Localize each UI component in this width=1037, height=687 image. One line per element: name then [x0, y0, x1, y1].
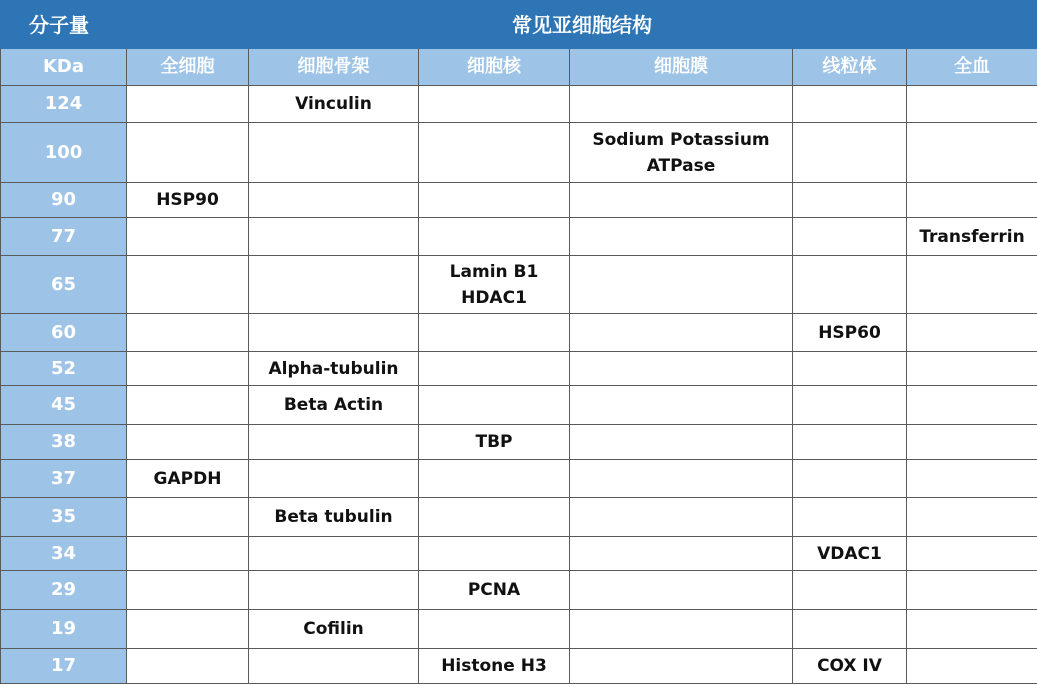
cell-membrane — [570, 537, 793, 571]
title-row — [1, 1, 1037, 49]
cell-whole-blood — [907, 460, 1037, 498]
marker-label: HDAC1 — [461, 287, 527, 308]
cell-mitochondria — [793, 571, 907, 610]
cell-mitochondria — [793, 386, 907, 425]
column-header-nucleus: 细胞核 — [419, 49, 570, 86]
table-row — [1, 256, 1037, 314]
cell-whole-cell — [127, 649, 249, 684]
cell-mitochondria — [793, 123, 907, 183]
table-row — [1, 498, 1037, 537]
marker-label: VDAC1 — [817, 543, 882, 564]
marker-label: Histone H3 — [441, 656, 547, 676]
marker-label: PCNA — [467, 580, 521, 600]
marker-label: Beta Actin — [283, 395, 384, 415]
table-row — [1, 352, 1037, 386]
cell-membrane — [570, 123, 793, 183]
marker-label: HSP90 — [156, 190, 219, 210]
column-header-whole-cell: 全细胞 — [127, 49, 249, 86]
cell-whole-blood — [907, 256, 1037, 314]
cell-nucleus — [419, 256, 570, 314]
cell-whole-cell — [127, 425, 249, 460]
cell-nucleus — [419, 571, 570, 610]
cell-nucleus — [419, 498, 570, 537]
cell-whole-cell — [127, 460, 249, 498]
table-row — [1, 610, 1037, 649]
kda-cell: 19 — [1, 610, 127, 649]
table-row — [1, 386, 1037, 425]
table-row — [1, 218, 1037, 256]
cell-whole-cell — [127, 314, 249, 352]
kda-cell: 37 — [1, 460, 127, 498]
cell-whole-cell — [127, 86, 249, 123]
cell-mitochondria — [793, 314, 907, 352]
cell-nucleus — [419, 649, 570, 684]
column-header-mitochondria: 线粒体 — [793, 49, 907, 86]
cell-cytoskeleton — [249, 571, 419, 610]
kda-cell: 52 — [1, 352, 127, 386]
marker-label: Alpha-tubulin — [268, 358, 399, 379]
cell-cytoskeleton — [249, 256, 419, 314]
cell-whole-cell — [127, 352, 249, 386]
cell-whole-cell — [127, 537, 249, 571]
cell-cytoskeleton — [249, 649, 419, 684]
cell-membrane — [570, 256, 793, 314]
cell-cytoskeleton — [249, 537, 419, 571]
marker-label: COX IV — [817, 656, 882, 676]
cell-membrane — [570, 86, 793, 123]
cell-nucleus — [419, 460, 570, 498]
cell-whole-blood — [907, 218, 1037, 256]
cell-membrane — [570, 649, 793, 684]
cell-whole-blood — [907, 352, 1037, 386]
table-body — [1, 86, 1037, 684]
cell-membrane — [570, 183, 793, 218]
cell-membrane — [570, 314, 793, 352]
table-row — [1, 86, 1037, 123]
cell-membrane — [570, 498, 793, 537]
cell-whole-cell — [127, 498, 249, 537]
cell-whole-blood — [907, 123, 1037, 183]
cell-cytoskeleton — [249, 183, 419, 218]
kda-cell: 90 — [1, 183, 127, 218]
marker-label: Lamin B1 — [449, 261, 539, 282]
cell-cytoskeleton — [249, 460, 419, 498]
cell-mitochondria — [793, 425, 907, 460]
cell-membrane — [570, 425, 793, 460]
kda-cell: 60 — [1, 314, 127, 352]
cell-whole-blood — [907, 314, 1037, 352]
cell-membrane — [570, 610, 793, 649]
table-row — [1, 183, 1037, 218]
cell-whole-blood — [907, 571, 1037, 610]
kda-cell: 124 — [1, 86, 127, 123]
marker-label: Cofilin — [303, 619, 364, 639]
cell-mitochondria — [793, 218, 907, 256]
cell-cytoskeleton — [249, 386, 419, 425]
table-row — [1, 314, 1037, 352]
cell-whole-cell — [127, 218, 249, 256]
cell-mitochondria — [793, 183, 907, 218]
marker-label: Vinculin — [295, 94, 372, 114]
cell-cytoskeleton — [249, 425, 419, 460]
cell-membrane — [570, 386, 793, 425]
column-header-cytoskeleton: 细胞骨架 — [249, 49, 419, 86]
cell-whole-cell — [127, 386, 249, 425]
kda-cell: 38 — [1, 425, 127, 460]
table-row — [1, 537, 1037, 571]
marker-label: GAPDH — [153, 468, 222, 489]
cell-mitochondria — [793, 460, 907, 498]
table-row — [1, 123, 1037, 183]
subcellular-structure-title: 常见亚细胞结构 — [127, 1, 1037, 49]
cell-cytoskeleton — [249, 218, 419, 256]
column-header-membrane: 细胞膜 — [570, 49, 793, 86]
table-row — [1, 425, 1037, 460]
marker-label: Transferrin — [919, 226, 1025, 247]
cell-mitochondria — [793, 256, 907, 314]
cell-cytoskeleton — [249, 498, 419, 537]
cell-whole-blood — [907, 649, 1037, 684]
cell-nucleus — [419, 218, 570, 256]
cell-nucleus — [419, 352, 570, 386]
cell-cytoskeleton — [249, 610, 419, 649]
kda-cell: 35 — [1, 498, 127, 537]
cell-membrane — [570, 460, 793, 498]
cell-whole-cell — [127, 571, 249, 610]
marker-label: HSP60 — [818, 322, 881, 343]
cell-whole-blood — [907, 386, 1037, 425]
column-header-kda: KDa — [1, 49, 127, 86]
cell-whole-blood — [907, 183, 1037, 218]
cell-nucleus — [419, 386, 570, 425]
cell-cytoskeleton — [249, 123, 419, 183]
cell-nucleus — [419, 183, 570, 218]
kda-cell: 29 — [1, 571, 127, 610]
cell-whole-blood — [907, 86, 1037, 123]
kda-cell: 65 — [1, 256, 127, 314]
cell-whole-cell — [127, 123, 249, 183]
cell-nucleus — [419, 314, 570, 352]
cell-mitochondria — [793, 537, 907, 571]
kda-cell: 77 — [1, 218, 127, 256]
cell-whole-blood — [907, 537, 1037, 571]
marker-label: Beta tubulin — [274, 507, 393, 527]
cell-mitochondria — [793, 86, 907, 123]
table-row — [1, 460, 1037, 498]
marker-label: Sodium Potassium — [592, 129, 770, 150]
marker-label: TBP — [475, 432, 513, 452]
cell-whole-cell — [127, 610, 249, 649]
cell-whole-cell — [127, 183, 249, 218]
cell-nucleus — [419, 610, 570, 649]
cell-cytoskeleton — [249, 314, 419, 352]
cell-mitochondria — [793, 498, 907, 537]
cell-mitochondria — [793, 649, 907, 684]
cell-whole-blood — [907, 425, 1037, 460]
cell-nucleus — [419, 537, 570, 571]
table-row — [1, 571, 1037, 610]
cell-whole-cell — [127, 256, 249, 314]
column-header-row — [1, 49, 1037, 86]
kda-cell: 100 — [1, 123, 127, 183]
cell-membrane — [570, 218, 793, 256]
column-header-whole-blood: 全血 — [907, 49, 1037, 86]
cell-membrane — [570, 571, 793, 610]
kda-cell: 45 — [1, 386, 127, 425]
kda-cell: 17 — [1, 649, 127, 684]
cell-mitochondria — [793, 352, 907, 386]
cell-mitochondria — [793, 610, 907, 649]
table-row — [1, 649, 1037, 684]
cell-nucleus — [419, 425, 570, 460]
cell-nucleus — [419, 86, 570, 123]
cell-whole-blood — [907, 610, 1037, 649]
marker-label: ATPase — [646, 155, 716, 176]
molecular-weight-title: 分子量 — [1, 1, 127, 49]
cell-membrane — [570, 352, 793, 386]
cell-whole-blood — [907, 498, 1037, 537]
cell-cytoskeleton — [249, 352, 419, 386]
cell-cytoskeleton — [249, 86, 419, 123]
kda-cell: 34 — [1, 537, 127, 571]
cell-nucleus — [419, 123, 570, 183]
